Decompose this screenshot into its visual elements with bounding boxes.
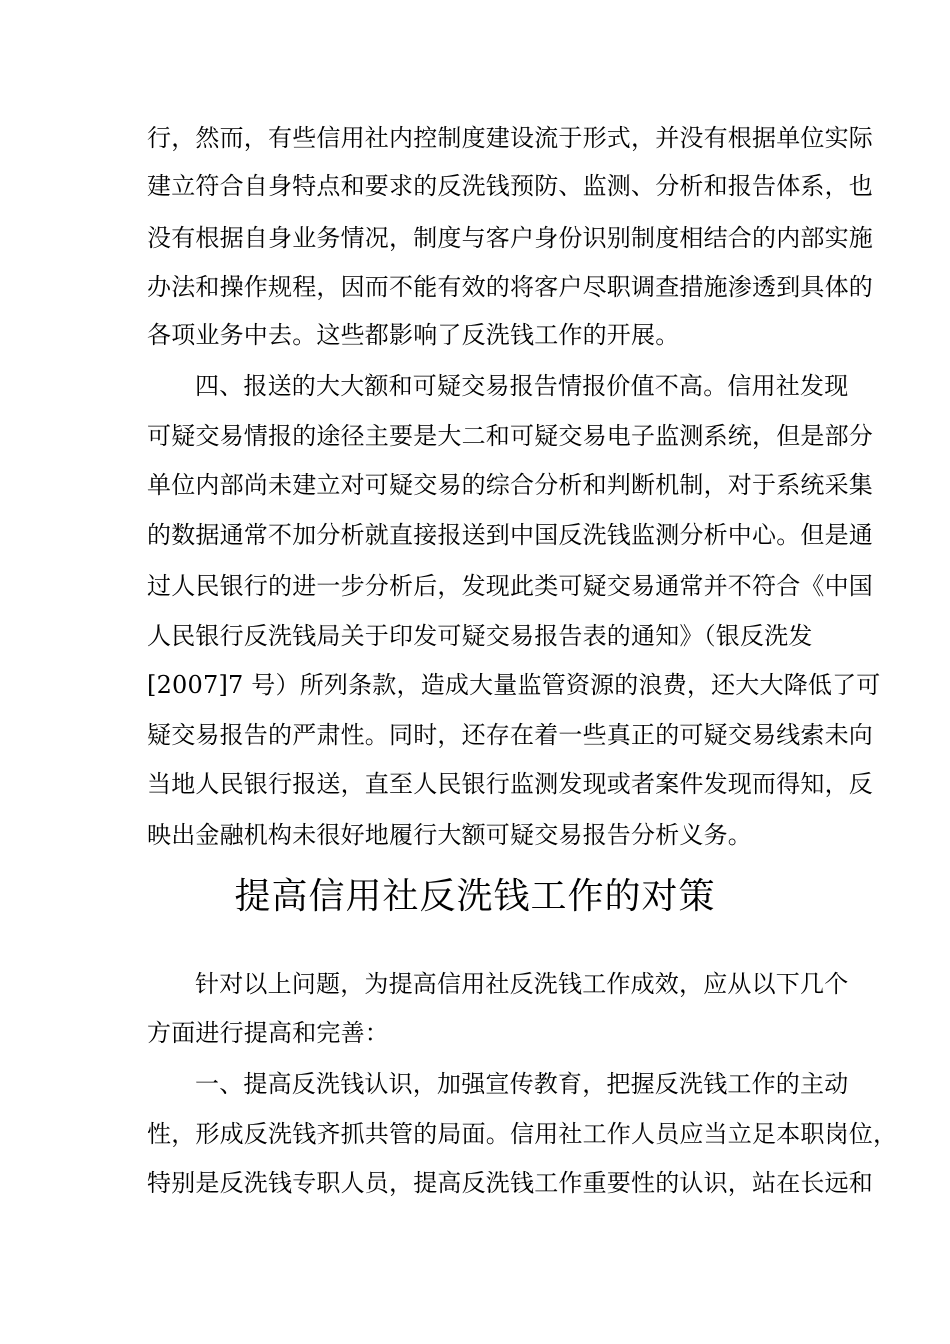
text-line: 当地人民银行报送，直至人民银行监测发现或者案件发现而得知，反 bbox=[147, 770, 873, 798]
text-line: 单位内部尚未建立对可疑交易的综合分析和判断机制，对于系统采集 bbox=[147, 471, 873, 499]
text-line: [2007]7 号）所列条款，造成大量监管资源的浪费，还大大降低了可 bbox=[147, 671, 881, 699]
section-heading: 提高信用社反洗钱工作的对策 bbox=[234, 876, 716, 917]
text-line: 人民银行反洗钱局关于印发可疑交易报告表的通知》（银反洗发 bbox=[147, 622, 813, 650]
text-line: 特别是反洗钱专职人员，提高反洗钱工作重要性的认识，站在长远和 bbox=[147, 1169, 873, 1197]
text-line: 针对以上问题，为提高信用社反洗钱工作成效，应从以下几个 bbox=[195, 970, 849, 998]
text-line: 一、提高反洗钱认识，加强宣传教育，把握反洗钱工作的主动 bbox=[195, 1070, 849, 1098]
text-line: 可疑交易情报的途径主要是大二和可疑交易电子监测系统，但是部分 bbox=[147, 422, 873, 450]
text-line: 没有根据自身业务情况，制度与客户身份识别制度相结合的内部实施 bbox=[147, 224, 873, 252]
text-line: 映出金融机构未很好地履行大额可疑交易报告分析义务。 bbox=[147, 821, 752, 849]
text-line: 四、报送的大大额和可疑交易报告情报价值不高。信用社发现 bbox=[195, 372, 849, 400]
text-line: 性，形成反洗钱齐抓共管的局面。信用社工作人员应当立足本职岗位， bbox=[147, 1120, 898, 1148]
text-line: 过人民银行的进一步分析后，发现此类可疑交易通常并不符合《中国 bbox=[147, 572, 873, 600]
text-line: 方面进行提高和完善： bbox=[147, 1019, 389, 1047]
text-line: 办法和操作规程，因而不能有效的将客户尽职调查措施渗透到具体的 bbox=[147, 273, 873, 301]
text-line: 建立符合自身特点和要求的反洗钱预防、监测、分析和报告体系，也 bbox=[147, 172, 873, 200]
text-line: 行，然而，有些信用社内控制度建设流于形式，并没有根据单位实际 bbox=[147, 124, 873, 152]
text-line: 疑交易报告的严肃性。同时，还存在着一些真正的可疑交易线索未向 bbox=[147, 721, 873, 749]
text-line: 的数据通常不加分析就直接报送到中国反洗钱监测分析中心。但是通 bbox=[147, 521, 873, 549]
text-line: 各项业务中去。这些都影响了反洗钱工作的开展。 bbox=[147, 321, 680, 349]
